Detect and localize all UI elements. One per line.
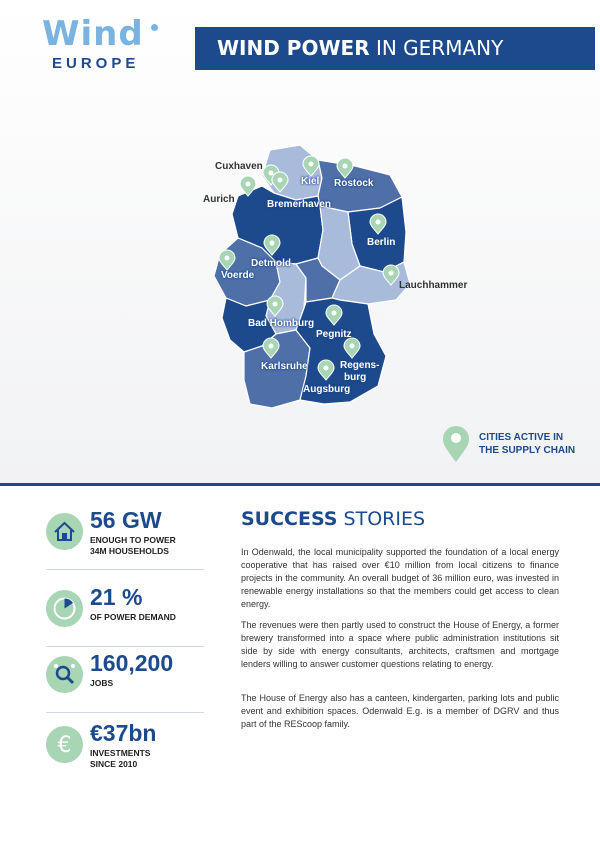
- heading-rest: STORIES: [337, 508, 426, 530]
- success-stories-heading: [241, 508, 425, 530]
- stat-separator: [46, 646, 204, 647]
- pie-chart-icon: [46, 590, 83, 627]
- stat-caption: [90, 612, 176, 623]
- city-label-lauchhammer: Lauchhammer: [399, 280, 468, 291]
- stat-caption-line: JOBS: [90, 678, 114, 688]
- legend-pin-icon: [442, 424, 470, 464]
- stat-caption: [90, 748, 150, 770]
- paragraph-3: The House of Energy also has a canteen, kindergarten, parking lots and public event and exhibition spaces. Odenwald E.g. is a member of DGRV and thus part of the REScoop family.: [241, 693, 559, 729]
- paragraph-1: In Odenwald, the local municipality supported the foundation of a local energy cooperative that has raised over €10 million from local citizens to finance projects in the community. An overall budget of 36 million euro, was invested in renewable energy installations so that the members could get access to clean energy.: [241, 547, 559, 609]
- section-divider: [0, 483, 600, 486]
- city-label-aurich: Aurich: [203, 194, 235, 205]
- title-bold: WIND POWER: [217, 36, 370, 60]
- city-label-karlsruhe: Karlsruhe: [261, 361, 308, 372]
- stat-value: 56 GW: [90, 507, 162, 533]
- city-label-berlin: Berlin: [367, 237, 396, 248]
- title-rest: IN GERMANY: [369, 36, 504, 60]
- legend-line-1: CITIES ACTIVE IN: [479, 432, 564, 443]
- logo-wind-text: Wind: [42, 14, 144, 54]
- city-label-detmold: Detmold: [251, 258, 291, 269]
- city-label-cuxhaven: Cuxhaven: [215, 161, 263, 172]
- stat-separator: [46, 569, 204, 570]
- stat-caption-line: 34M HOUSEHOLDS: [90, 546, 169, 556]
- paragraph-2: The revenues were then partly used to construct the House of Energy, a former brewery transformed into a space where public administration institutions sit side by side with energy consultants, architects, craftsmen and mortgage lenders willing to answer customer questions relating to energy.: [241, 620, 559, 669]
- stat-caption: [90, 535, 176, 557]
- city-label-regens: Regens-: [340, 360, 380, 371]
- legend-label: [479, 431, 575, 457]
- stat-caption-line: INVESTMENTS: [90, 748, 151, 758]
- city-label-augsburg: Augsburg: [303, 384, 351, 395]
- svg-text:€: €: [57, 733, 72, 758]
- stat-separator: [46, 712, 204, 713]
- city-label-voerde: Voerde: [221, 270, 255, 281]
- legend-line-2: THE SUPPLY CHAIN: [479, 445, 576, 456]
- euro-icon: [46, 726, 83, 763]
- heading-bold: SUCCESS: [241, 508, 338, 530]
- stat-value: 160,200: [90, 650, 174, 676]
- city-label-bremerhaven: Bremerhaven: [267, 199, 331, 210]
- stat-caption-line: OF POWER DEMAND: [90, 612, 176, 622]
- stat-value: €37bn: [90, 720, 157, 746]
- magnifier-people-icon: [46, 656, 83, 693]
- logo-europe-text: EUROPE: [52, 55, 140, 72]
- stat-caption: [90, 678, 113, 689]
- city-label-kiel: Kiel: [301, 176, 320, 187]
- stat-value: 21 %: [90, 584, 143, 610]
- city-label-rostock: Rostock: [334, 178, 374, 189]
- stat-caption-line: ENOUGH TO POWER: [90, 535, 176, 545]
- city-label-pegnitz: Pegnitz: [316, 329, 352, 340]
- stat-caption-line: SINCE 2010: [90, 759, 138, 769]
- city-label-bad-homburg: Bad Homburg: [248, 318, 315, 329]
- house-icon: [46, 513, 83, 550]
- city-label-burg: burg: [344, 372, 367, 383]
